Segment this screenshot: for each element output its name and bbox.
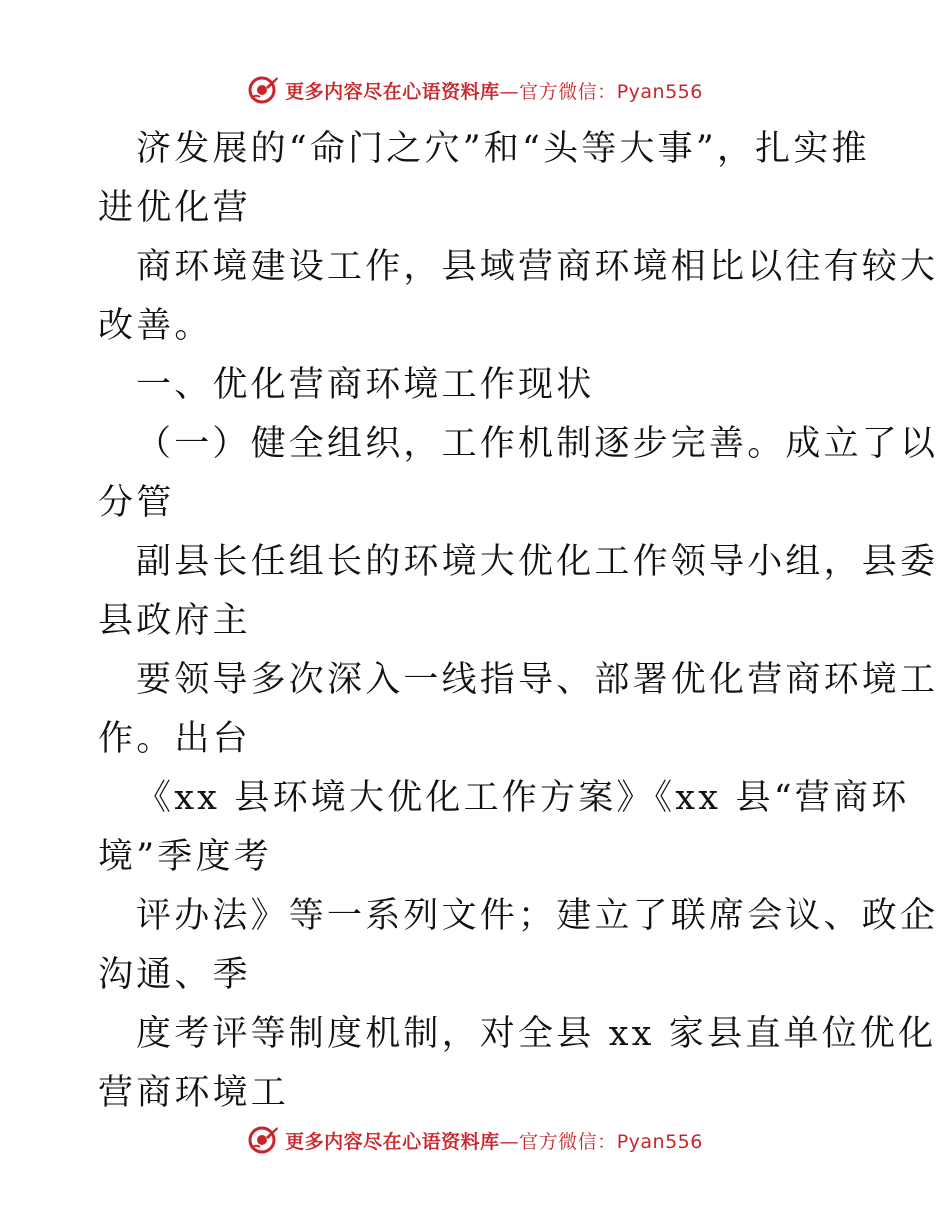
pen-logo-icon [247, 1124, 279, 1156]
watermark-wechat-label: 官方微信： [519, 1130, 617, 1153]
body-line: 济发展的“命门之穴”和“头等大事”，扎实推 [136, 129, 870, 169]
body-line: 境”季度考 [98, 837, 272, 877]
section-heading: 一、优化营商环境工作现状 [136, 365, 595, 405]
body-line: 作。出台 [98, 719, 251, 759]
watermark-brand-text: 更多内容尽在心语资料库 [285, 80, 500, 103]
body-line: 评办法》等一系列文件；建立了联席会议、政企 [136, 896, 939, 936]
body-line: 沟通、季 [98, 955, 251, 995]
body-line: 营商环境工 [98, 1073, 290, 1113]
body-line: 《xx 县环境大优化工作方案》《xx 县“营商环 [136, 778, 910, 818]
header-watermark [0, 70, 950, 110]
body-line: 进优化营 [98, 188, 251, 228]
body-line: 商环境建设工作，县域营商环境相比以往有较大 [136, 247, 939, 287]
body-line: 改善。 [98, 306, 213, 346]
watermark-wechat-label: 官方微信： [519, 80, 617, 103]
body-line: 县政府主 [98, 601, 251, 641]
body-line: （一）健全组织，工作机制逐步完善。成立了以 [136, 424, 939, 464]
body-line: 分管 [98, 483, 175, 523]
footer-watermark [0, 1120, 950, 1160]
body-line: 副县长任组长的环境大优化工作领导小组，县委 [136, 542, 939, 582]
body-line: 要领导多次深入一线指导、部署优化营商环境工 [136, 660, 939, 700]
body-line: 度考评等制度机制，对全县 xx 家县直单位优化 [136, 1014, 937, 1054]
watermark-wechat-id: Pyan556 [616, 80, 703, 103]
watermark-separator: — [499, 1130, 520, 1153]
document-body [98, 120, 939, 1123]
watermark-brand-text: 更多内容尽在心语资料库 [285, 1130, 500, 1153]
watermark-separator: — [499, 80, 520, 103]
pen-logo-icon [247, 74, 279, 106]
watermark-wechat-id: Pyan556 [616, 1130, 703, 1153]
